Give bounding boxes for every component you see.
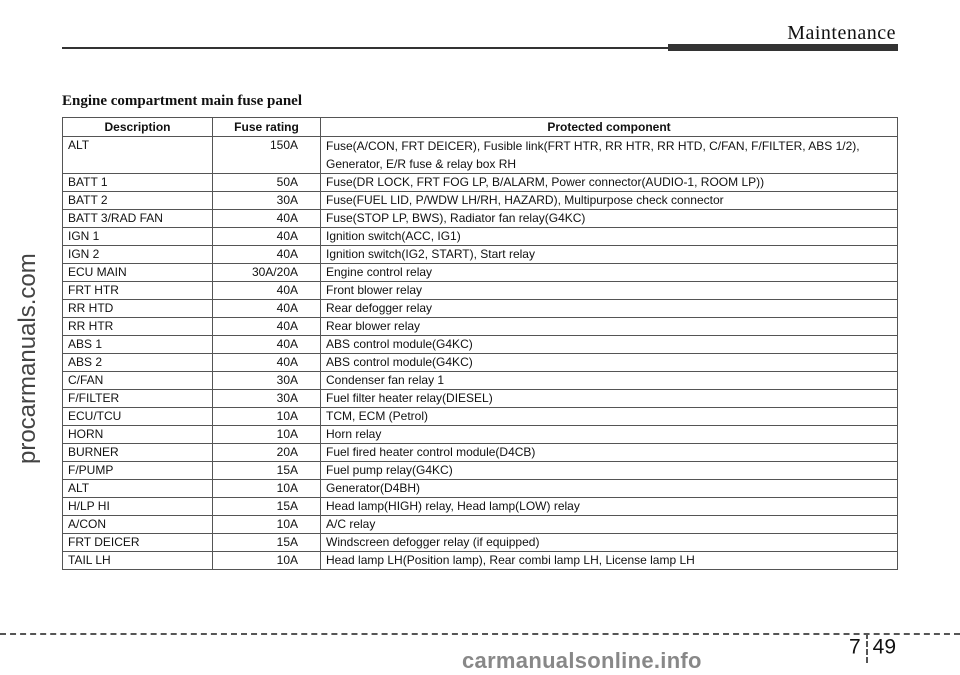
fuse-rating: 10A (213, 426, 321, 444)
protected-component (321, 336, 898, 354)
fuse-description: ABS 2 (63, 354, 213, 372)
fuse-description: FRT DEICER (63, 534, 213, 552)
fuse-rating: 40A (213, 318, 321, 336)
protected-component-line: Windscreen defogger relay (if equipped) (326, 535, 540, 549)
fuse-description: H/LP HI (63, 498, 213, 516)
fuse-description: F/PUMP (63, 462, 213, 480)
table-row (63, 534, 898, 552)
column-header-fuse-rating: Fuse rating (213, 118, 321, 137)
fuse-rating: 40A (213, 282, 321, 300)
protected-component-line: Ignition switch(ACC, IG1) (326, 229, 461, 243)
fuse-description: FRT HTR (63, 282, 213, 300)
protected-component-line: Fuse(FUEL LID, P/WDW LH/RH, HAZARD), Multipurpose check connector (326, 193, 724, 207)
protected-component-line: Front blower relay (326, 283, 423, 297)
fuse-rating: 40A (213, 246, 321, 264)
fuse-rating: 30A/20A (213, 264, 321, 282)
fuse-description: BATT 3/RAD FAN (63, 210, 213, 228)
protected-component-line: ABS control module(G4KC) (326, 337, 473, 351)
column-header-description: Description (63, 118, 213, 137)
protected-component-line: Generator(D4BH) (326, 481, 421, 495)
table-row (63, 372, 898, 390)
protected-component-line: Fuel filter heater relay(DIESEL) (326, 391, 493, 405)
fuse-rating: 40A (213, 228, 321, 246)
table-row (63, 354, 898, 372)
table-header-row (63, 118, 898, 137)
protected-component-line: Fuse(A/CON, FRT DEICER), Fusible link(FRT HTR, RR HTR, RR HTD, C/FAN, F/FILTER, ABS 1/2), (326, 139, 860, 153)
fuse-rating: 20A (213, 444, 321, 462)
protected-component-line: Generator, E/R fuse & relay box RH (326, 157, 517, 171)
table-row (63, 246, 898, 264)
protected-component (321, 462, 898, 480)
table-row (63, 300, 898, 318)
protected-component (321, 137, 898, 174)
fuse-description: TAIL LH (63, 552, 213, 570)
fuse-rating: 150A (213, 137, 321, 174)
protected-component-line: Ignition switch(IG2, START), Start relay (326, 247, 535, 261)
fuse-table (62, 117, 898, 570)
protected-component (321, 534, 898, 552)
fuse-rating: 30A (213, 372, 321, 390)
protected-component (321, 552, 898, 570)
fuse-description: IGN 1 (63, 228, 213, 246)
panel-title: Engine compartment main fuse panel (62, 93, 302, 109)
protected-component (321, 480, 898, 498)
fuse-description: HORN (63, 426, 213, 444)
fuse-description: C/FAN (63, 372, 213, 390)
fuse-description: BATT 1 (63, 174, 213, 192)
fuse-description: IGN 2 (63, 246, 213, 264)
table-row (63, 498, 898, 516)
protected-component (321, 516, 898, 534)
fuse-rating: 10A (213, 516, 321, 534)
table-row (63, 462, 898, 480)
protected-component (321, 318, 898, 336)
page-number-value: 49 (872, 635, 896, 659)
fuse-rating: 30A (213, 390, 321, 408)
table-row (63, 282, 898, 300)
fuse-rating: 40A (213, 354, 321, 372)
fuse-description: ECU/TCU (63, 408, 213, 426)
side-watermark: procarmanuals.com (14, 253, 41, 464)
protected-component-line: Fuse(STOP LP, BWS), Radiator fan relay(G4KC) (326, 211, 586, 225)
protected-component (321, 408, 898, 426)
protected-component (321, 174, 898, 192)
header-rule-accent (668, 44, 898, 51)
fuse-rating: 15A (213, 534, 321, 552)
fuse-description: RR HTD (63, 300, 213, 318)
table-row (63, 318, 898, 336)
table-row (63, 552, 898, 570)
fuse-description: RR HTR (63, 318, 213, 336)
footer-rule (0, 633, 960, 635)
protected-component-line: A/C relay (326, 517, 376, 531)
fuse-rating: 50A (213, 174, 321, 192)
fuse-description: ALT (63, 137, 213, 174)
protected-component-line: TCM, ECM (Petrol) (326, 409, 428, 423)
protected-component-line: Engine control relay (326, 265, 433, 279)
footer-watermark: carmanualsonline.info (462, 648, 702, 673)
protected-component (321, 354, 898, 372)
fuse-rating: 10A (213, 480, 321, 498)
table-row (63, 480, 898, 498)
table-row (63, 228, 898, 246)
protected-component-line: Head lamp LH(Position lamp), Rear combi lamp LH, License lamp LH (326, 553, 695, 567)
page-number (849, 633, 896, 663)
fuse-rating: 15A (213, 498, 321, 516)
protected-component-line: Rear defogger relay (326, 301, 433, 315)
protected-component-line: Rear blower relay (326, 319, 421, 333)
table-row (63, 390, 898, 408)
protected-component-line: Horn relay (326, 427, 382, 441)
protected-component (321, 192, 898, 210)
chapter-number: 7 (848, 635, 861, 659)
protected-component-line: Condenser fan relay 1 (326, 373, 445, 387)
fuse-rating: 15A (213, 462, 321, 480)
table-row (63, 174, 898, 192)
fuse-rating: 10A (213, 408, 321, 426)
table-row (63, 426, 898, 444)
protected-component (321, 210, 898, 228)
fuse-description: ABS 1 (63, 336, 213, 354)
protected-component (321, 498, 898, 516)
table-row (63, 516, 898, 534)
fuse-description: BURNER (63, 444, 213, 462)
protected-component (321, 300, 898, 318)
fuse-description: BATT 2 (63, 192, 213, 210)
page-number-divider (866, 633, 868, 663)
header-rule (62, 47, 668, 49)
protected-component-line: Fuel pump relay(G4KC) (326, 463, 453, 477)
column-header-protected-component: Protected component (321, 118, 898, 137)
fuse-description: A/CON (63, 516, 213, 534)
table-row (63, 192, 898, 210)
table-row (63, 137, 898, 174)
table-row (63, 444, 898, 462)
table-row (63, 336, 898, 354)
fuse-rating: 40A (213, 336, 321, 354)
fuse-description: F/FILTER (63, 390, 213, 408)
table-row (63, 408, 898, 426)
protected-component (321, 390, 898, 408)
fuse-rating: 40A (213, 300, 321, 318)
fuse-rating: 30A (213, 192, 321, 210)
table-row (63, 264, 898, 282)
protected-component (321, 444, 898, 462)
protected-component (321, 426, 898, 444)
protected-component (321, 246, 898, 264)
fuse-description: ALT (63, 480, 213, 498)
protected-component (321, 264, 898, 282)
protected-component-line: ABS control module(G4KC) (326, 355, 473, 369)
protected-component-line: Head lamp(HIGH) relay, Head lamp(LOW) relay (326, 499, 580, 513)
fuse-rating: 10A (213, 552, 321, 570)
section-title: Maintenance (787, 22, 896, 44)
protected-component (321, 228, 898, 246)
protected-component-line: Fuel fired heater control module(D4CB) (326, 445, 536, 459)
table-row (63, 210, 898, 228)
protected-component (321, 282, 898, 300)
fuse-rating: 40A (213, 210, 321, 228)
protected-component (321, 372, 898, 390)
fuse-description: ECU MAIN (63, 264, 213, 282)
protected-component-line: Fuse(DR LOCK, FRT FOG LP, B/ALARM, Power connector(AUDIO-1, ROOM LP)) (326, 175, 765, 189)
